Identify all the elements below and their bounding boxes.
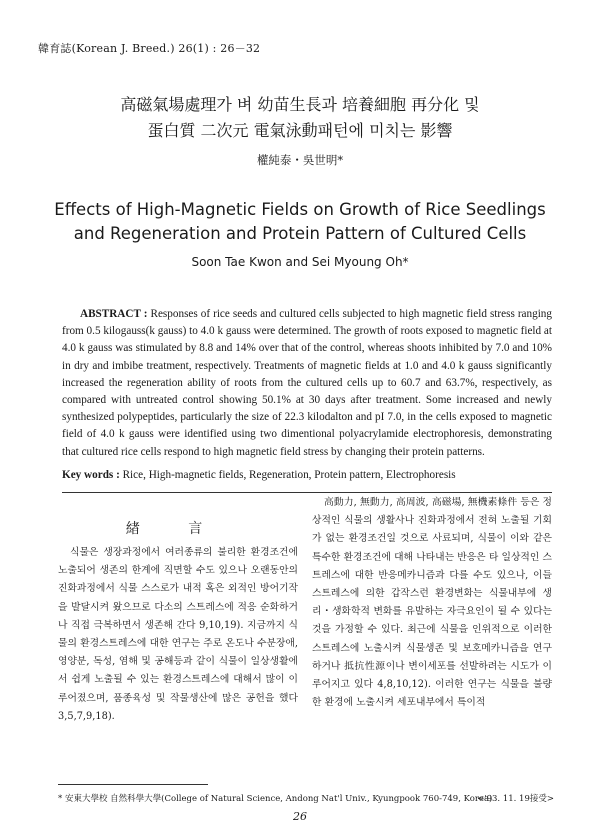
right-column-text: 高動力, 無動力, 高周波, 高磁場, 無機素條件 등은 정상적인 식물의 생활사나 진화과정에서 전혀 노출될 기회가 없는 환경조건일 것으로 사료되며, 식물이 이와 같은 특수한 환경조건에 대해 나타내는 반응은 타 일상적인 스트레스에 대한 반응메카니즘과 다를 수도 있으나, 이들 스트레스에 의한 갑작스런 환경변화는 식물내부에 생리・생화학적 변화를 유발하는 자극요인이 될 수 있다는 것을 가정할 수 있다. 최근에 식물을 인위적으로 이러한 스트레스에 노출시켜 식물생존 및 보호메카니즘을 연구하거나 抵抗性源이나 변이세포를 선발하려는 시도가 이루어지고 있다 4,8,10,12). 이러한 연구는 식물을 불량한 환경에 노출시켜 세포내부에서 특이적 xyxy=(312,497,552,709)
footnote-divider xyxy=(58,784,208,785)
page-number: 26 xyxy=(293,810,307,823)
keywords-text: Rice, High-magnetic fields, Regeneration, Protein pattern, Electrophoresis xyxy=(122,469,456,481)
korean-title-line-2: 蛋白質 二次元 電氣泳動패턴에 미치는 影響 xyxy=(147,121,453,140)
abstract-divider xyxy=(62,492,552,493)
received-date: <'93. 11. 19接受> xyxy=(477,794,554,804)
footnote-affiliation: * 安東大學校 自然科學大學(College of Natural Science, Andong Nat'l Univ., Kyungpook 760-749, Korea) xyxy=(58,794,493,804)
english-title-line-1: Effects of High-Magnetic Fields on Growth of Rice Seedlings xyxy=(54,200,546,219)
section-heading-introduction: 緖 言 xyxy=(125,521,225,537)
abstract-label: ABSTRACT : xyxy=(80,308,148,320)
left-column-text: 식물은 생장과정에서 여러종류의 불리한 환경조건에 노출되어 생존의 한계에 직면할 수도 있으나 오랜동안의 진화과정에서 식물 스스로가 내적 혹은 외적인 방어기작을 발달시켜 왔으므로 다소의 스트레스에 적응 순화하거나 직접 극복하면서 생존해 간다 9,10,19). 지금까지 식물의 환경스트레스에 대한 연구는 주로 온도나 수분장애, 영양분, 독성, 염해 및 공해등과 같이 식물이 일상생활에서 쉽게 노출될 수 있는 환경스트레스에 대해서 많이 이루어졌으며, 품종육성 및 작물생산에 많은 공헌을 했다 3,5,7,9,18). xyxy=(58,547,298,722)
english-title-line-2: and Regeneration and Protein Pattern of Cultured Cells xyxy=(73,224,527,243)
journal-citation: 韓育誌(Korean J. Breed.) 26(1) : 26－32 xyxy=(38,42,261,55)
abstract xyxy=(62,306,552,461)
keywords-label: Key words : xyxy=(62,469,120,481)
english-authors: Soon Tae Kwon and Sei Myoung Oh* xyxy=(191,255,409,269)
keywords xyxy=(62,469,552,481)
korean-title-line-1: 高磁氣場處理가 벼 幼苗生長과 培養細胞 再分化 및 xyxy=(120,95,480,114)
abstract-text: Responses of rice seeds and cultured cells subjected to high magnetic field stress ranging from 0.5 kilogauss(k gauss) to 4.0 k gauss were determined. The growth of roots exposed to magnetic field at 4.0 k gauss was stimulated by 8.8 and 14% over that of the control, whereas shoots inhibited by 7.0 and 10% in dry and imbibe treatment, respectively. Treatments of magnetic fields at 1.0 and 4.0 k gauss significantly increased the regeneration ability of roots from the cultured cells up to 60.7 and 63.7%, respectively, as compared with untreated control showing 50.1% at 30 days after treatment. Some increased and newly synthesized polypeptides, particularly the size of 22.3 kilodalton and pI 7.0, in the cells exposed to magnetic field of 4.0 k gauss were identified using two dimentional polyacrylamide electrophoresis, demonstrating that cultured rice cells respond to high magnetic field stress by changing their protein patterns. xyxy=(62,308,552,458)
korean-authors: 權純泰・吳世明* xyxy=(256,153,344,167)
